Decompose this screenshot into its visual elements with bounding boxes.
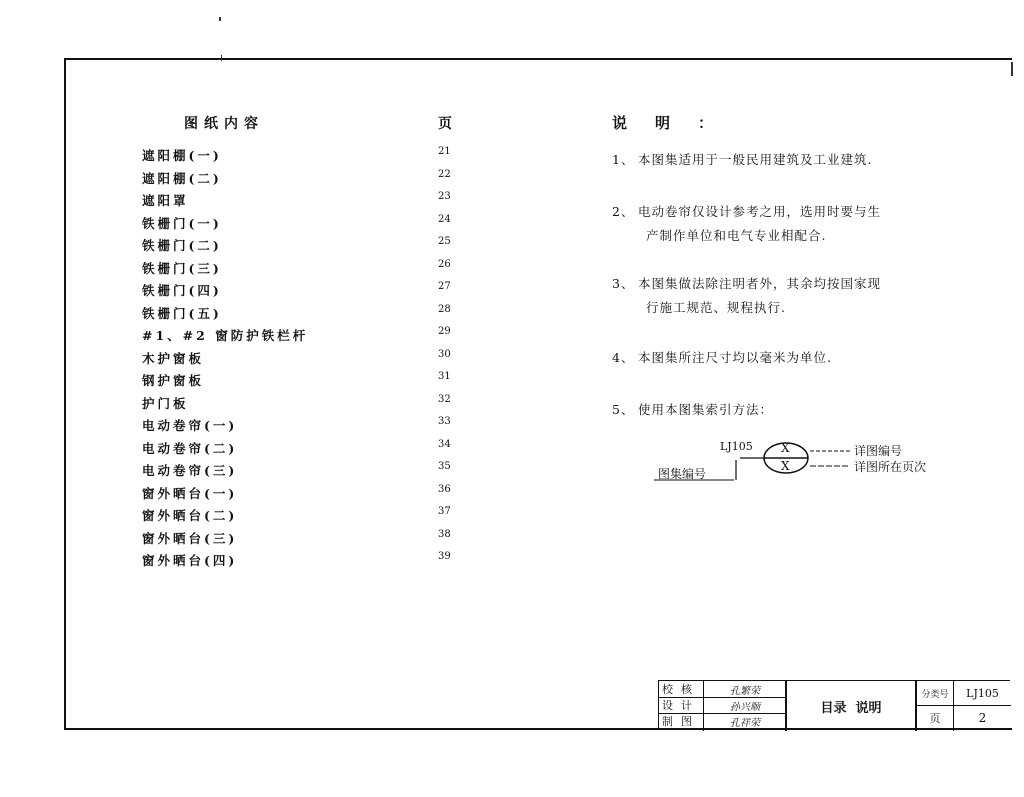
toc-item-page: 34	[438, 438, 451, 450]
toc-item	[142, 551, 472, 574]
note-line: 本图集所注尺寸均以毫米为单位.	[638, 350, 832, 365]
toc-item-page: 35	[438, 461, 451, 472]
toc-item-title: 电动卷帘(三)	[142, 463, 238, 478]
toc-item-page: 28	[438, 303, 451, 315]
toc-item	[142, 394, 472, 417]
toc-item-title: 遮阳罩	[142, 193, 189, 208]
title-block	[658, 680, 1010, 730]
note-number: 2、	[612, 204, 635, 219]
note-line: 本图集做法除注明者外，其余均按国家现	[638, 276, 882, 291]
toc-item	[142, 484, 472, 507]
tb-set-code: LJ105	[966, 686, 999, 700]
note-item	[612, 200, 942, 248]
toc-list	[142, 146, 472, 574]
toc-item	[142, 349, 472, 372]
note-item	[612, 272, 942, 320]
toc-item-page: 31	[438, 371, 451, 382]
note-number: 4、	[612, 350, 635, 365]
index-method-diagram	[654, 438, 964, 488]
scan-mark	[1011, 62, 1013, 76]
toc-item	[142, 416, 472, 439]
toc-item-title: 窗外晒台(一)	[142, 485, 238, 501]
tb-role-checker: 校核	[662, 683, 700, 696]
note-line: 行施工规范、规程执行.	[646, 300, 786, 315]
toc-item	[142, 169, 472, 192]
tb-divider	[703, 681, 704, 731]
toc-item-title: 铁栅门(四)	[142, 283, 222, 298]
toc-item	[142, 461, 472, 484]
toc-item-title: 遮阳棚(一)	[142, 148, 222, 163]
note-item	[612, 346, 942, 370]
note-line: 使用本图集索引方法：	[638, 402, 774, 417]
tb-role-designer: 设计	[662, 699, 700, 712]
toc-item	[142, 214, 472, 237]
toc-item-title: #1、#2 窗防护铁栏杆	[142, 328, 309, 343]
toc-item-title: 电动卷帘(二)	[142, 440, 238, 456]
toc-item	[142, 371, 472, 394]
label-detail-page: 详图所在页次	[854, 460, 927, 474]
tb-set-label: 分类号	[921, 689, 949, 700]
toc-item-title: 木护窗板	[142, 350, 205, 366]
index-symbol-top: X	[781, 441, 790, 455]
toc-item	[142, 281, 472, 304]
toc-item-title: 铁栅门(三)	[142, 260, 222, 276]
toc-item	[142, 439, 472, 462]
toc-item-page: 37	[438, 506, 451, 517]
toc-item-page: 39	[438, 551, 451, 562]
note-line: 本图集适用于一般民用建筑及工业建筑.	[638, 152, 873, 167]
toc-item-page: 26	[438, 258, 451, 270]
tb-page-number: 2	[978, 711, 987, 725]
toc-item-title: 铁栅门(五)	[142, 305, 222, 321]
notes-title: 说明：	[612, 114, 742, 132]
toc-item	[142, 304, 472, 327]
tb-signature-drafter: 孔祥荣	[730, 717, 760, 729]
toc-item-page: 27	[438, 281, 451, 292]
toc-item-title: 护门板	[142, 395, 189, 411]
note-item	[612, 148, 942, 172]
tb-signature-designer: 孙兴顺	[730, 701, 760, 713]
toc-page-header: 页	[438, 116, 452, 132]
tb-role-drafter: 制图	[662, 715, 700, 728]
toc-item-page: 29	[438, 326, 451, 337]
toc-item-title: 电动卷帘(一)	[142, 418, 238, 433]
toc-item-title: 窗外晒台(四)	[142, 553, 238, 568]
toc-item-page: 36	[438, 483, 451, 495]
tb-drawing-title: 目录 说明	[820, 700, 882, 716]
toc-item-title: 窗外晒台(二)	[142, 508, 238, 523]
toc-item-page: 32	[438, 393, 451, 405]
toc-item-page: 22	[438, 168, 451, 180]
tb-page-label: 页	[929, 712, 941, 725]
tb-signature-checker: 孔繁荣	[730, 685, 760, 697]
label-detail-number: 详图编号	[854, 444, 903, 458]
note-number: 5、	[612, 402, 635, 417]
toc-item-page: 23	[438, 191, 451, 202]
toc-item-page: 33	[438, 416, 451, 427]
toc-header: 图纸内容	[184, 116, 264, 132]
scan-mark	[219, 17, 221, 21]
toc-item	[142, 236, 472, 259]
scan-mark	[221, 55, 222, 61]
toc-item-title: 铁栅门(二)	[142, 238, 222, 253]
toc-item	[142, 191, 472, 214]
toc-item	[142, 529, 472, 552]
note-number: 1、	[612, 152, 635, 167]
toc-item	[142, 259, 472, 282]
toc-item-page: 30	[438, 348, 451, 360]
index-symbol-bottom: X	[781, 459, 790, 473]
label-atlas-number: 图集编号	[658, 467, 707, 481]
toc-item-page: 21	[438, 146, 451, 157]
toc-item	[142, 326, 472, 349]
toc-item-title: 铁栅门(一)	[142, 215, 222, 231]
toc-item-page: 38	[438, 528, 451, 540]
toc-item	[142, 506, 472, 529]
toc-item	[142, 146, 472, 169]
toc-item-title: 钢护窗板	[142, 373, 205, 388]
note-line: 电动卷帘仅设计参考之用，选用时要与生	[638, 204, 882, 219]
toc-item-title: 窗外晒台(三)	[142, 530, 238, 546]
toc-item-page: 25	[438, 236, 451, 247]
toc-item-page: 24	[438, 213, 451, 225]
toc-item-title: 遮阳棚(二)	[142, 170, 222, 186]
note-line: 产制作单位和电气专业相配合.	[646, 228, 827, 243]
note-number: 3、	[612, 276, 635, 291]
index-code: LJ105	[720, 440, 753, 453]
note-item	[612, 398, 942, 422]
